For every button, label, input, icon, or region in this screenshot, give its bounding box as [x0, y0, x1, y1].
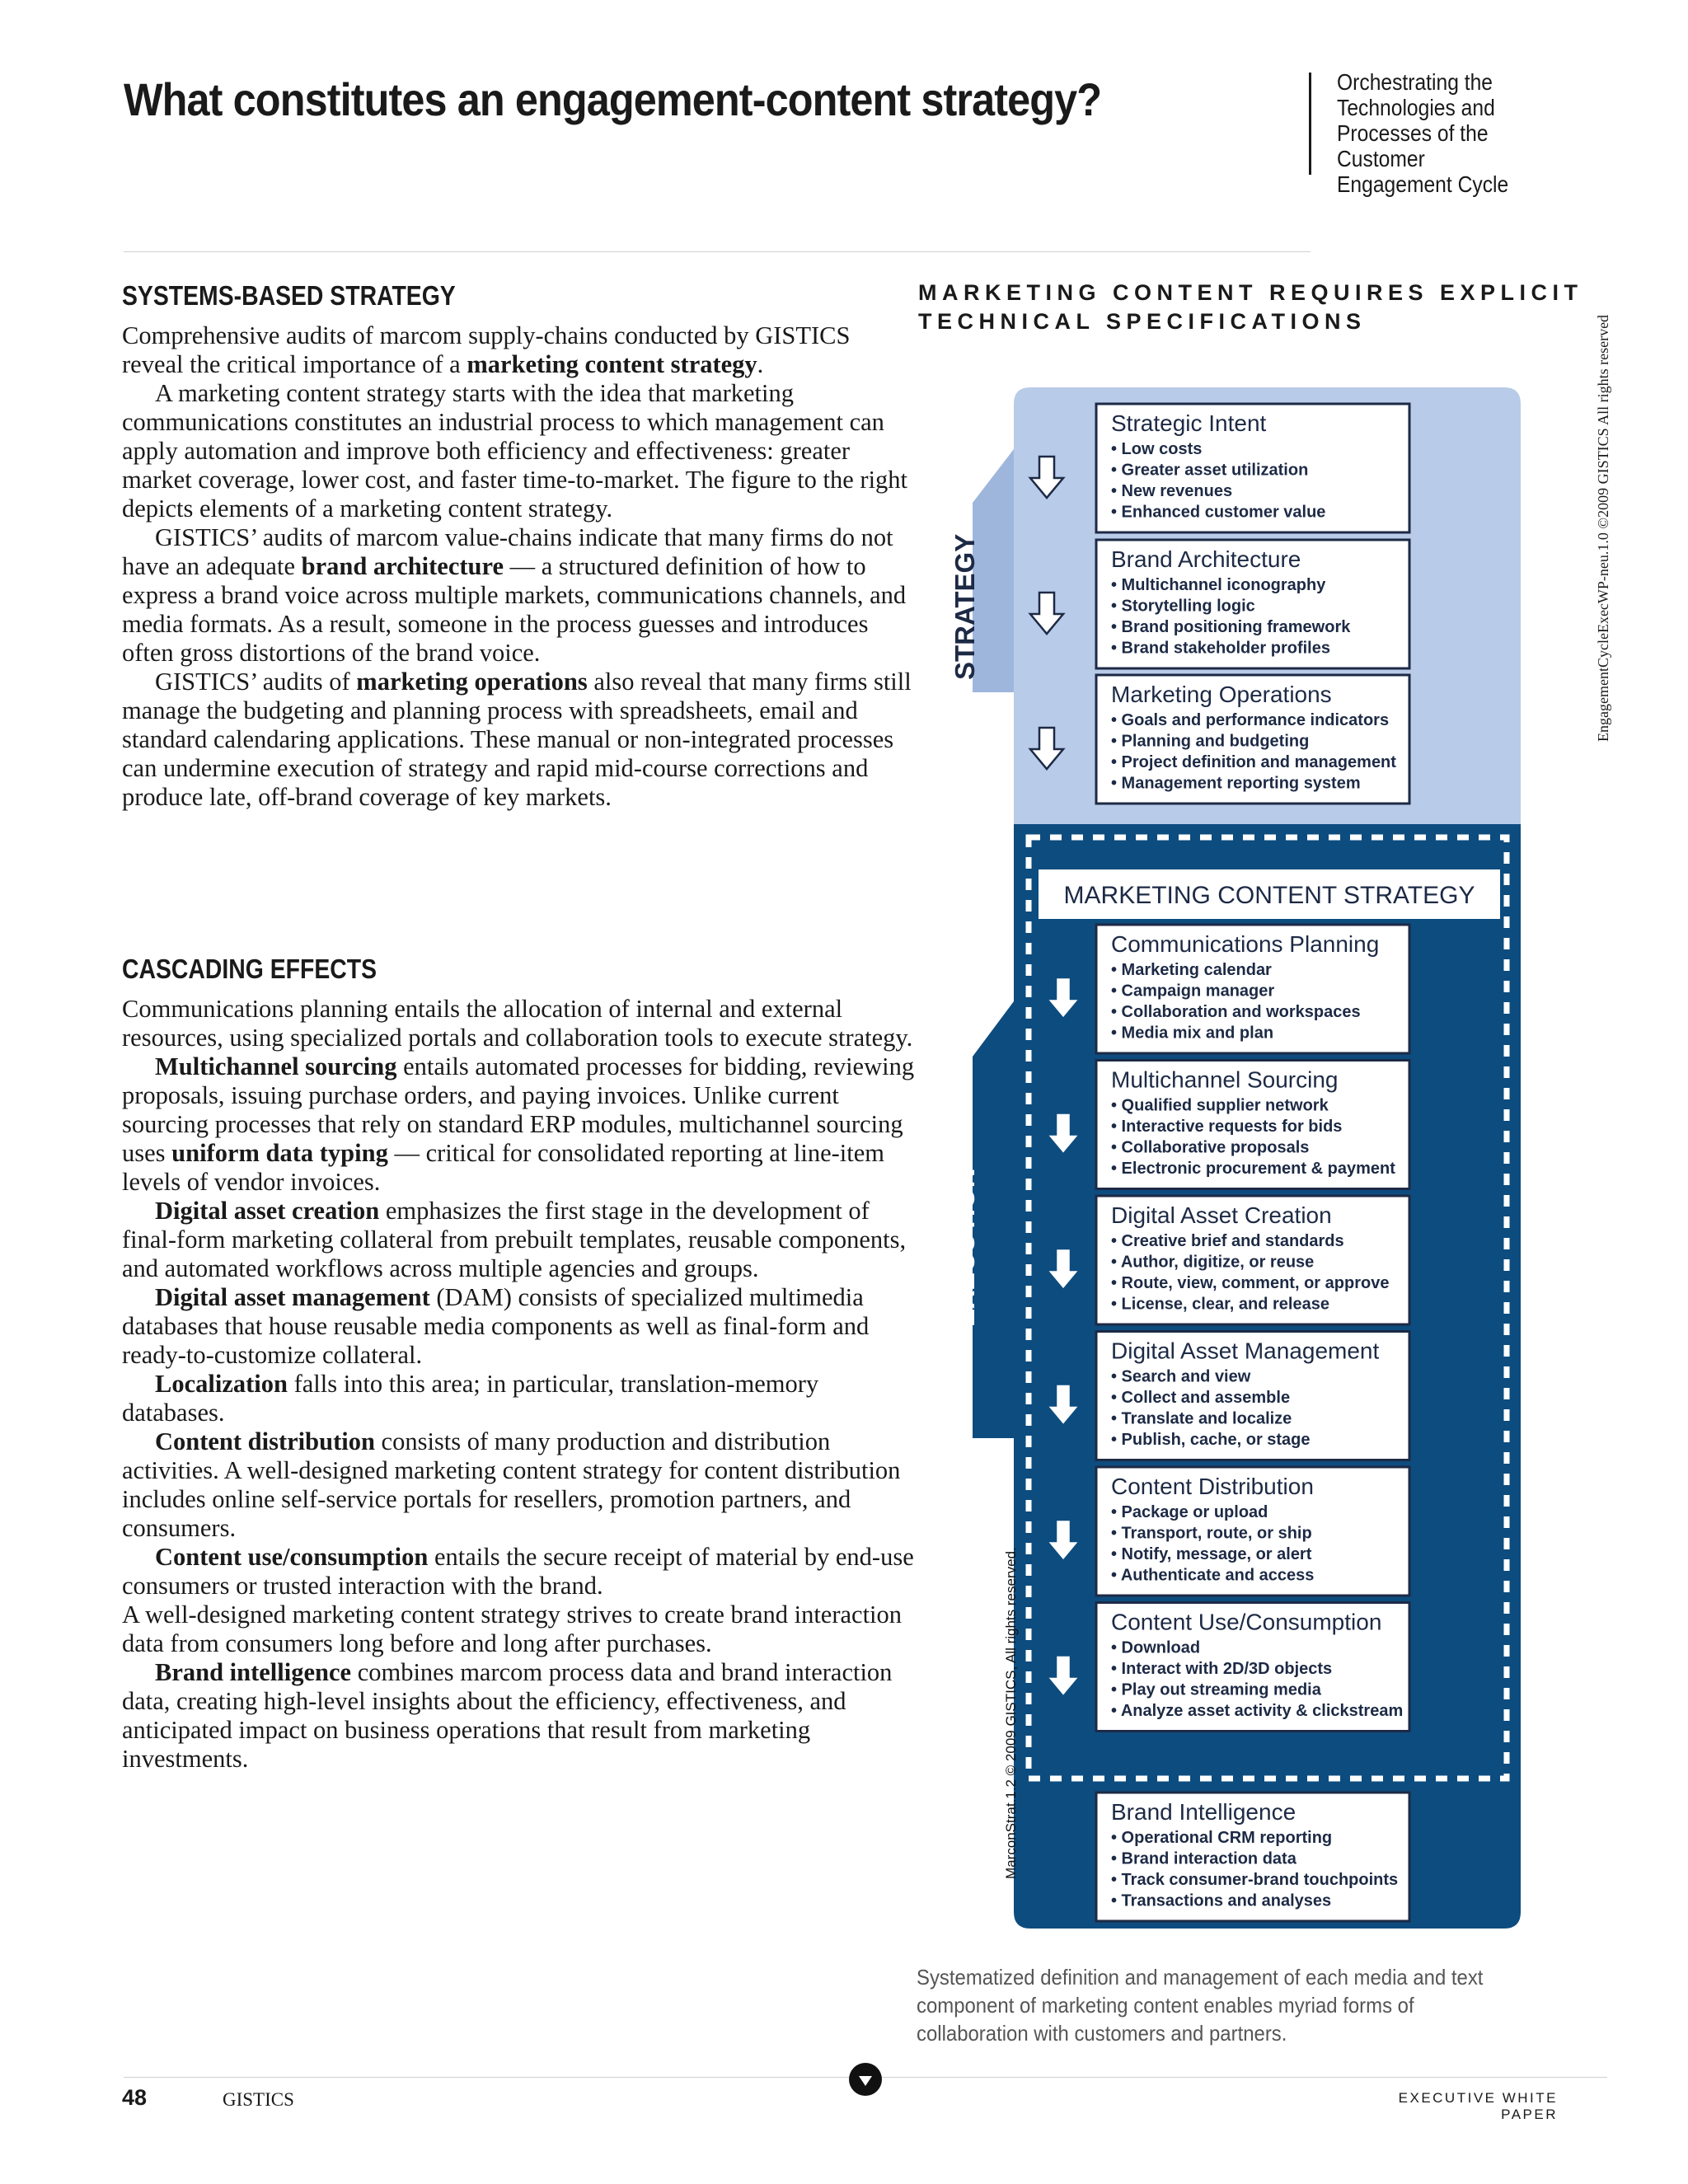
box-title: Content Use/Consumption — [1111, 1609, 1382, 1635]
figure-title-line: MARKETING CONTENT REQUIRES EXPLICIT — [918, 280, 1583, 305]
box-item: • Brand positioning framework — [1111, 618, 1351, 636]
header-tagline — [1337, 69, 1526, 197]
box-title: Brand Architecture — [1111, 546, 1301, 572]
box-title: Multichannel Sourcing — [1111, 1066, 1339, 1093]
diagram-box — [1047, 1061, 1409, 1189]
copyright-vertical: MarconStrat.1.2 © 2009 GISTICS, All rights reserved. — [1003, 1547, 1019, 1879]
paragraph: Brand intelligence combines marcom process data and brand interaction data, creating high-level insights about the efficiency, effectiveness, and anticipated impact on business operations that result from marketing investments. — [122, 1658, 893, 1773]
tagline-line: Engagement Cycle — [1337, 171, 1509, 197]
box-title: Communications Planning — [1111, 931, 1380, 957]
box-item: • Collaborative proposals — [1111, 1138, 1310, 1157]
box-item: • Electronic procurement & payment — [1111, 1160, 1395, 1178]
tagline-line: Processes of the — [1337, 120, 1489, 146]
box-item: • Interactive requests for bids — [1111, 1118, 1343, 1136]
paragraph: Localization falls into this area; in particular, translation-memory databases. — [122, 1370, 819, 1427]
box-item: • New revenues — [1111, 482, 1233, 500]
box-title: Content Distribution — [1111, 1474, 1314, 1499]
diagram-box — [1096, 1793, 1409, 1921]
box-item: • License, clear, and release — [1111, 1295, 1329, 1314]
diagram-box — [1047, 1196, 1409, 1324]
diagram-box — [1047, 1332, 1409, 1460]
box-title: Brand Intelligence — [1111, 1799, 1296, 1825]
box-item: • Package or upload — [1111, 1503, 1268, 1521]
box-item: • Low costs — [1111, 440, 1203, 458]
footer-doc-label: EXECUTIVE WHITE PAPER — [1398, 2090, 1558, 2122]
box-item: • Route, view, comment, or approve — [1111, 1274, 1390, 1292]
box-item: • Analyze asset activity & clickstream — [1111, 1702, 1404, 1720]
box-item: • Project definition and management — [1111, 753, 1396, 771]
paragraph: Communications planning entails the allocation of internal and external resources, using specialized portals and collaboration tools to execute strategy. — [122, 995, 913, 1052]
paragraph: Digital asset creation emphasizes the first stage in the development of final-form marketing collateral from prebuilt templates, reusable components, and automated workflows across multiple agencies and groups. — [122, 1197, 907, 1282]
box-item: • Search and view — [1111, 1367, 1251, 1386]
box-item: • Marketing calendar — [1111, 961, 1272, 979]
paragraph: Content distribution consists of many production and distribution activities. A well-designed marketing content strategy for content distribution includes online self-service portals for resellers, promotion partners, and consumers. — [122, 1427, 901, 1542]
box-item: • Publish, cache, or stage — [1111, 1431, 1311, 1449]
box-item: • Author, digitize, or reuse — [1111, 1253, 1315, 1272]
box-item: • Enhanced customer value — [1111, 503, 1326, 522]
box-item: • Collaboration and workspaces — [1111, 1003, 1361, 1021]
box-item: • Interact with 2D/3D objects — [1111, 1660, 1333, 1678]
box-item: • Translate and localize — [1111, 1409, 1292, 1428]
header-divider — [1309, 73, 1311, 175]
side-copyright: EngagementCycleExecWP-neu.1.0 ©2009 GISTICS All rights reserved — [1595, 314, 1611, 742]
diagram-box — [1047, 1467, 1409, 1596]
box-item: • Campaign manager — [1111, 982, 1275, 1001]
box-item: • Greater asset utilization — [1111, 461, 1309, 480]
box-item: • Operational CRM reporting — [1111, 1829, 1333, 1847]
box-item: • Planning and budgeting — [1111, 732, 1310, 751]
page-number: 48 — [122, 2085, 148, 2110]
tagline-line: Technologies and — [1337, 95, 1495, 120]
figure-title — [918, 279, 1583, 336]
box-item: • Brand interaction data — [1111, 1849, 1296, 1868]
tagline-line: Orchestrating the — [1337, 69, 1493, 95]
box-item: • Creative brief and standards — [1111, 1232, 1344, 1250]
strategy-label: STRATEGY — [950, 533, 980, 680]
header-rule — [124, 251, 1311, 252]
section-heading-cascading: CASCADING EFFECTS — [122, 954, 377, 984]
box-item: • Authenticate and access — [1111, 1566, 1315, 1585]
mcs-banner-label: MARKETING CONTENT STRATEGY — [1063, 882, 1475, 909]
figure-caption: Systematized definition and management of each media and text component of marketing content enables myriad forms of collaboration with customers and partners. — [917, 1965, 1484, 2046]
paragraph: GISTICS’ audits of marketing operations also reveal that many firms still manage the budgeting and planning process with spreadsheets, email and standard calendaring applications. These manual or non-integrated processes can undermine execution of strategy and rapid mid-course corrections and produce late, off-brand coverage of key markets. — [122, 668, 912, 811]
box-title: Strategic Intent — [1111, 410, 1267, 436]
box-title: Digital Asset Creation — [1111, 1202, 1332, 1228]
paragraph: Multichannel sourcing entails automated processes for bidding, reviewing proposals, issuing purchase orders, and paying invoices. Unlike current sourcing processes that rely on standard ERP modules, multichannel sourcing uses uniform data typing — critical for consolidated reporting at line-item levels of vendor invoices. — [122, 1052, 915, 1196]
box-item: • Notify, message, or alert — [1111, 1545, 1312, 1563]
page-title: What constitutes an engagement-content strategy? — [124, 73, 1102, 125]
paragraph: Content use/consumption entails the secure receipt of material by end-use consumers or trusted interaction with the brand. — [122, 1543, 914, 1600]
paragraph: GISTICS’ audits of marcom value-chains indicate that many firms do not have an adequate brand architecture — a structured definition of how to express a brand voice across multiple markets, communications channels, and media formats. As a result, someone in the process guesses and introduces often gross distortions of the brand voice. — [122, 523, 907, 667]
box-title: Digital Asset Management — [1111, 1338, 1380, 1364]
box-item: • Transactions and analyses — [1111, 1891, 1332, 1910]
diagram-box — [1047, 1603, 1409, 1732]
box-item: • Transport, route, or ship — [1111, 1524, 1312, 1543]
marketing-content-diagram — [923, 379, 1533, 1929]
box-item: • Qualified supplier network — [1111, 1096, 1329, 1115]
box-item: • Download — [1111, 1638, 1201, 1657]
figure-title-line: TECHNICAL SPECIFICATIONS — [918, 309, 1367, 334]
box-title: Marketing Operations — [1111, 682, 1332, 707]
box-item: • Media mix and plan — [1111, 1024, 1274, 1043]
section-body-cascading — [122, 995, 917, 1774]
execution-label: EXECUTION — [950, 1168, 980, 1327]
box-item: • Collect and assemble — [1111, 1389, 1291, 1407]
box-item: • Multichannel iconography — [1111, 576, 1326, 594]
box-item: • Track consumer-brand touchpoints — [1111, 1871, 1399, 1889]
paragraph: A well-designed marketing content strategy strives to create brand interaction data from consumers long before and long after purchases. — [122, 1601, 903, 1657]
box-item: • Goals and performance indicators — [1111, 711, 1390, 729]
paragraph: Comprehensive audits of marcom supply-chains conducted by GISTICS reveal the critical importance of a marketing content strategy. — [122, 321, 851, 378]
footer-brand: GISTICS — [223, 2089, 294, 2110]
section-heading-systems: SYSTEMS-BASED STRATEGY — [122, 280, 456, 311]
paragraph: A marketing content strategy starts with the idea that marketing communications constitutes an industrial process to which management can apply automation and improve both efficiency and effectiveness: greater market coverage, lower cost, and faster time-to-market. The figure to the right depicts elements of a marketing content strategy. — [122, 379, 908, 523]
tagline-line: Customer — [1337, 146, 1425, 171]
box-item: • Brand stakeholder profiles — [1111, 639, 1330, 658]
box-item: • Storytelling logic — [1111, 597, 1255, 616]
paragraph: Digital asset management (DAM) consists of specialized multimedia databases that house reusable media components as well as final-form and ready-to-customize collateral. — [122, 1283, 870, 1369]
box-item: • Play out streaming media — [1111, 1680, 1321, 1699]
section-body-systems — [122, 321, 917, 812]
box-item: • Management reporting system — [1111, 774, 1361, 793]
footer-badge-icon — [849, 2063, 882, 2096]
diagram-box — [1047, 925, 1409, 1053]
